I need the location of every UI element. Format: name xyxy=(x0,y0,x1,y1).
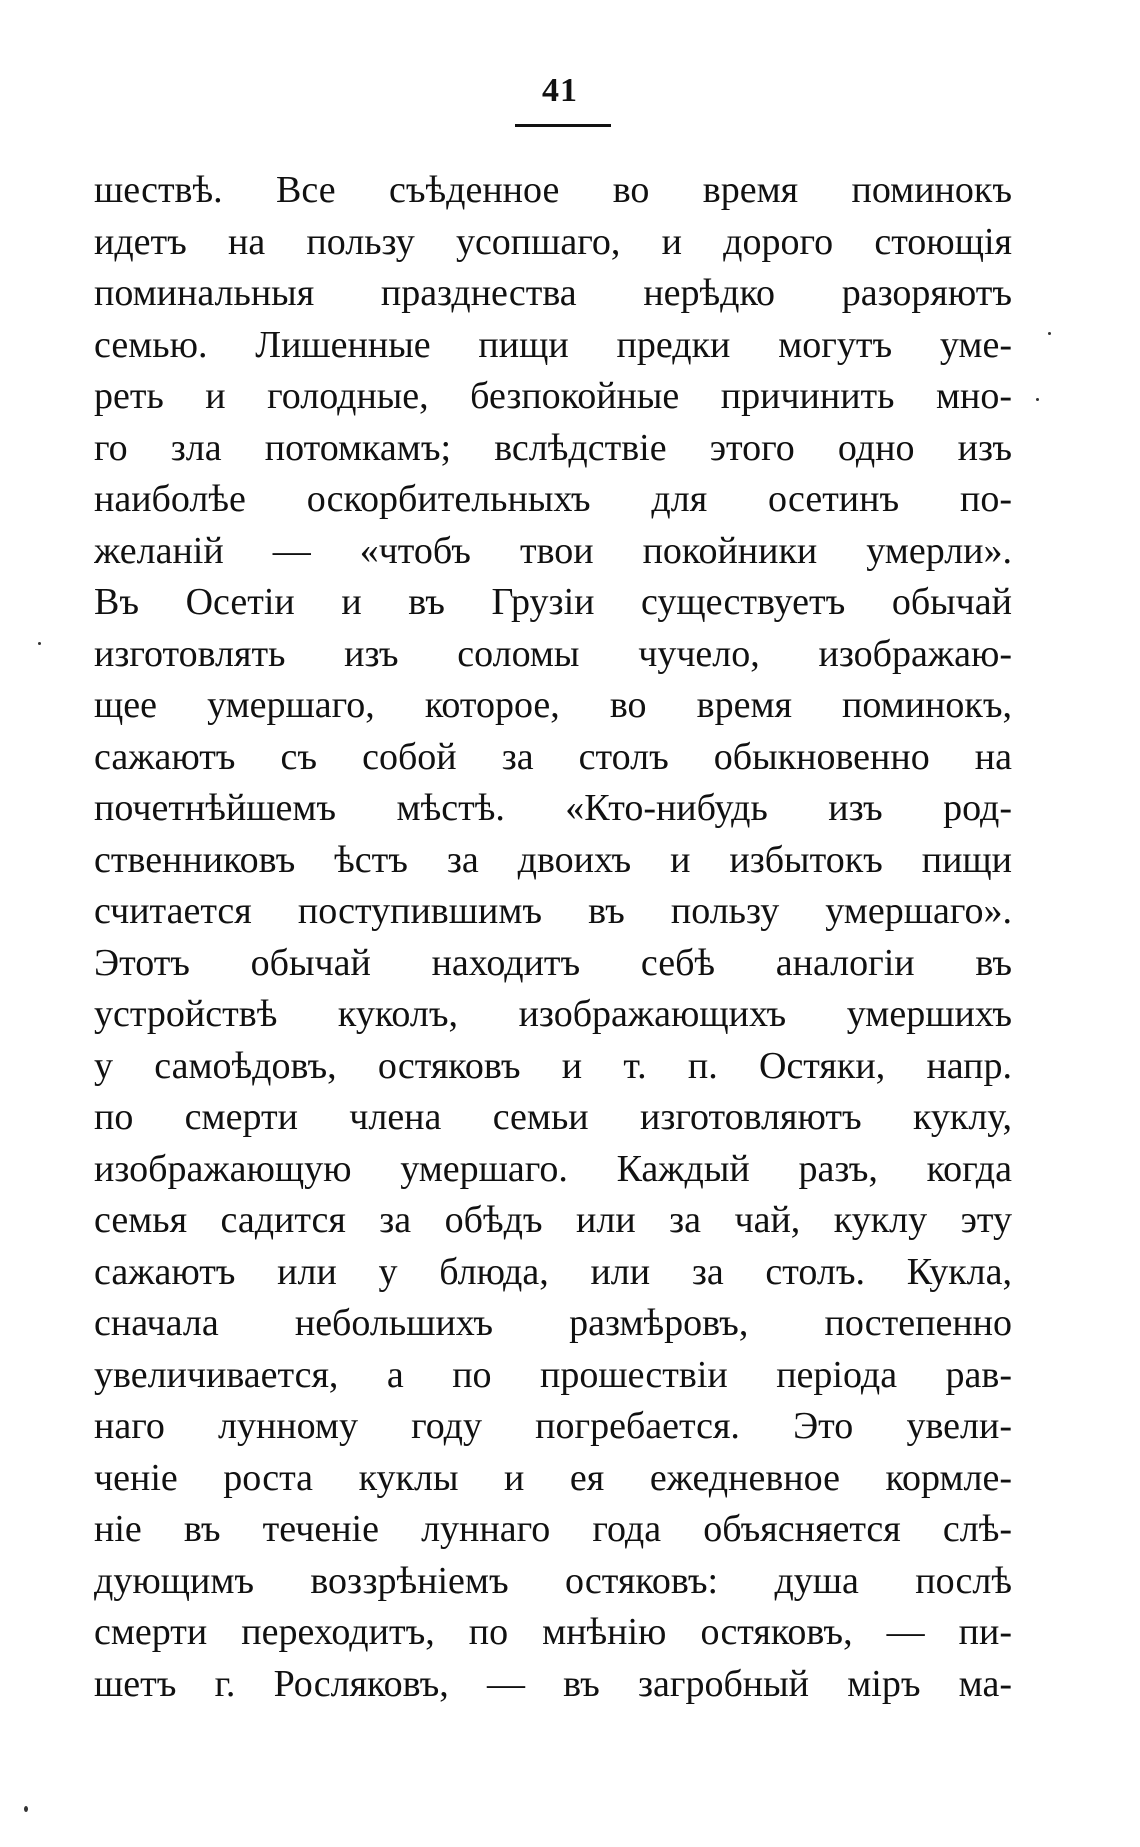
scan-speck xyxy=(1048,332,1051,335)
text-line: поминальныя празднества нерѣдко разоряютъ xyxy=(94,272,1012,314)
text-line: считается поступившимъ въ пользу умершаго». xyxy=(94,890,1012,932)
text-line: увеличивается, а по прошествіи періода рав- xyxy=(94,1353,1012,1396)
text-line: изображающую умершаго. Каждый разъ, когда xyxy=(94,1147,1012,1190)
text-line: семья садится за обѣдъ или за чай, куклу эту xyxy=(94,1199,1012,1241)
text-line: сажаютъ съ собой за столъ обыкновенно на xyxy=(94,735,1012,778)
text-line: дующимъ воззрѣніемъ остяковъ: душа послѣ xyxy=(94,1559,1012,1602)
text-line: ченіе роста куклы и ея ежедневное кормле- xyxy=(94,1456,1012,1499)
scan-speck xyxy=(24,1806,28,1812)
text-line: почетнѣйшемъ мѣстѣ. «Кто-нибудь изъ род- xyxy=(94,787,1012,829)
text-line: шествѣ. Все съѣденное во время поминокъ xyxy=(94,169,1012,211)
scan-speck xyxy=(38,642,41,645)
text-line: ніе въ теченіе луннаго года объясняется слѣ- xyxy=(94,1508,1012,1550)
text-line: шетъ г. Росляковъ, — въ загробный міръ ма- xyxy=(94,1662,1012,1705)
text-line: Въ Осетіи и въ Грузіи существуетъ обычай xyxy=(94,581,1012,623)
text-line: семью. Лишенные пищи предки могутъ уме- xyxy=(94,323,1012,366)
text-line: Этотъ обычай находитъ себѣ аналогіи въ xyxy=(94,941,1012,984)
text-line: наго лунному году погребается. Это увели- xyxy=(94,1405,1012,1447)
text-line: смерти переходитъ, по мнѣнію остяковъ, — пи- xyxy=(94,1611,1012,1653)
text-line: у самоѣдовъ, остяковъ и т. п. Остяки, напр. xyxy=(94,1044,1012,1087)
text-line: изготовлять изъ соломы чучело, изображаю- xyxy=(94,632,1012,675)
text-line: желаній — «чтобъ твои покойники умерли». xyxy=(94,529,1012,572)
text-line: устройствѣ куколъ, изображающихъ умершихъ xyxy=(94,993,1012,1035)
page-number: 41 xyxy=(542,72,578,109)
body-text xyxy=(94,165,1012,1710)
text-line: го зла потомкамъ; вслѣдствіе этого одно изъ xyxy=(94,426,1012,469)
text-line: ственниковъ ѣстъ за двоихъ и избытокъ пищи xyxy=(94,838,1012,881)
text-line: наиболѣе оскорбительныхъ для осетинъ по- xyxy=(94,478,1012,520)
text-line: сажаютъ или у блюда, или за столъ. Кукла, xyxy=(94,1250,1012,1293)
text-line: идетъ на пользу усопшаго, и дорого стоющія xyxy=(94,220,1012,263)
text-line: щее умершаго, которое, во время поминокъ, xyxy=(94,684,1012,726)
scan-speck xyxy=(1036,398,1039,401)
text-line: реть и голодные, безпокойные причинить мно- xyxy=(94,375,1012,417)
text-line: сначала небольшихъ размѣровъ, постепенно xyxy=(94,1302,1012,1344)
page-number-rule xyxy=(515,124,611,127)
text-line: по смерти члена семьи изготовляютъ куклу, xyxy=(94,1096,1012,1138)
